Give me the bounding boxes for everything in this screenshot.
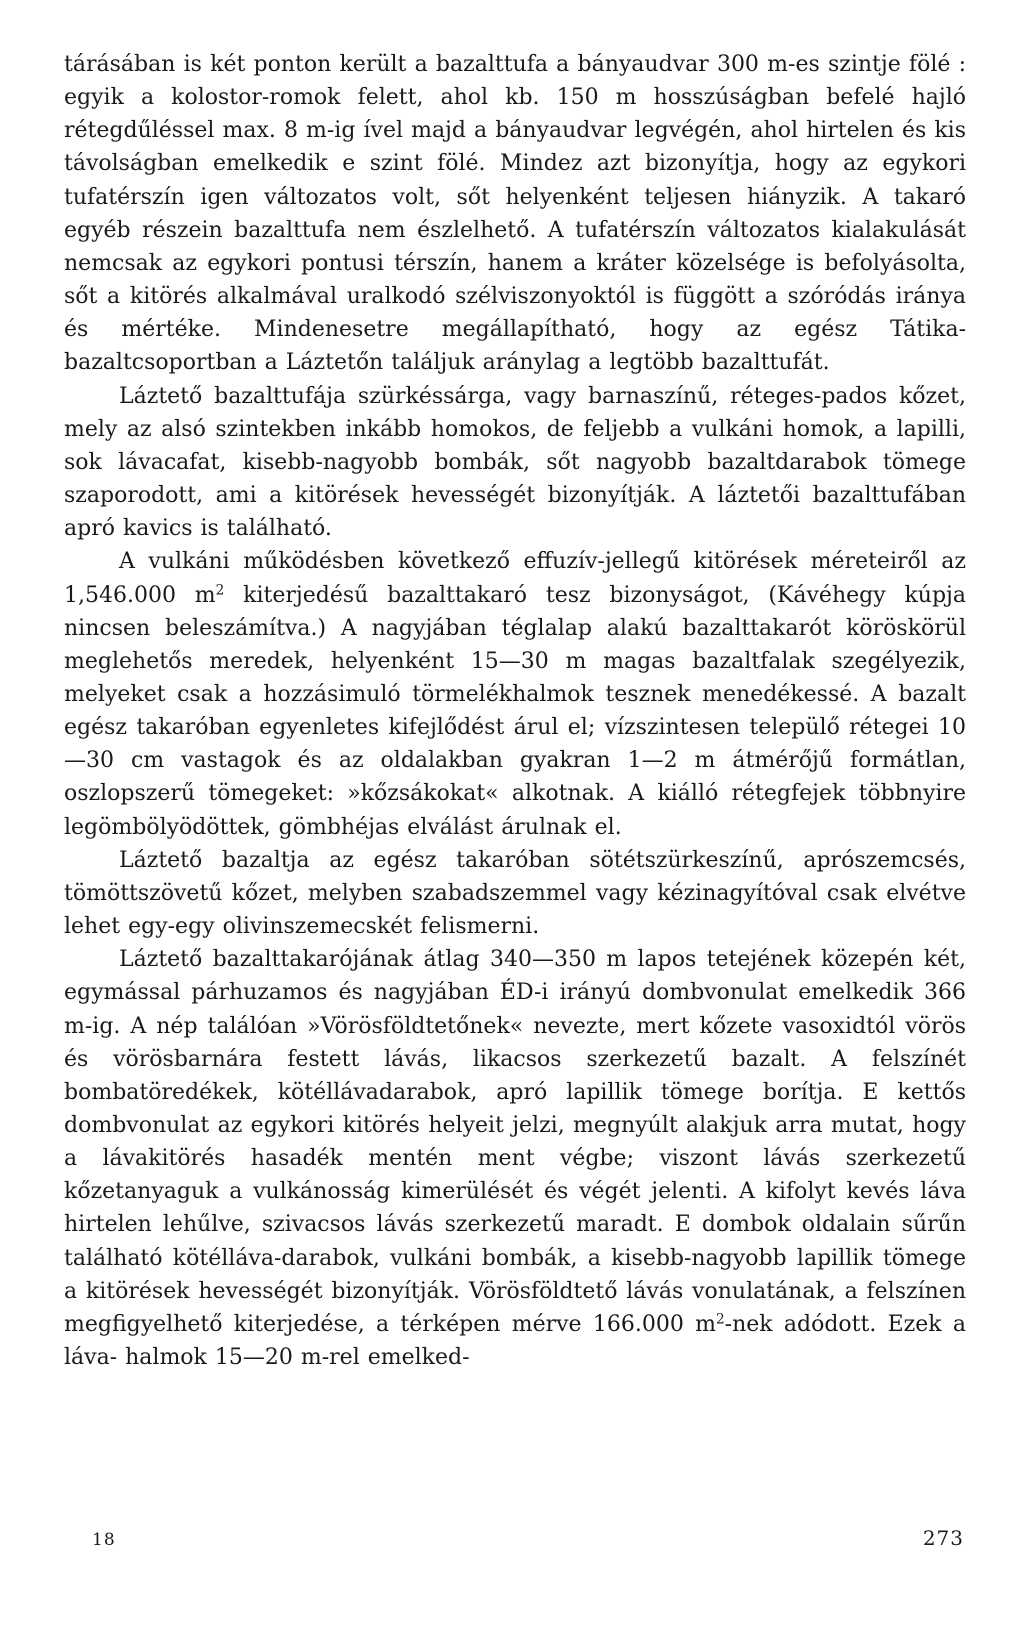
paragraph-3 [64,545,966,843]
paragraph-2: Láztető bazalttufája szürkéssárga, vagy barnaszínű, réteges-pados kőzet, mely az alsó szintekben inkább homokos, de feljebb a vulkáni homok, a lapilli, sok lávacafat, kisebb-nagyobb bombák, sőt nagyobb bazaltdarabok tömege szaporodott, ami a kitörések hevességét bizonyítják. A láztetői bazalttufában apró kavics is található. [64,383,966,542]
page-number: 273 [922,1526,964,1550]
superscript-2: 2 [215,582,225,598]
paragraph-5 [64,943,966,1374]
paragraph-5-part-1: Láztető bazalttakarójának átlag 340—350 m lapos tetejének közepén két, egymással párhuzamos és nagyjában ÉD-i irányú dombvonulat emelkedik 366 m-ig. A nép találóan »Vörösföldtetőnek« nevezte, mert kőzete vasoxidtól vörös és vörösbarnára festett lávás, likacsos szerkezetű bazalt. A felszínét bombatöredékek, kötéllávadarabok, apró lapillik tömege borítja. E kettős dombvonulat az egykori kitörés helyeit jelzi, megnyúlt alakjuk arra mutat, hogy a lávakitörés hasadék mentén ment végbe; viszont lávás szerkezetű kőzetanyaguk a vulkánosság kimerülését és végét jelenti. A kifolyt kevés láva hirtelen lehűlve, szivacsos lávás szerkezetű maradt. E dombok oldalain sűrűn található kötéllávа-darabok, vulkáni bombák, a kisebb-nagyobb lapillik tömege a kitörések hevességét bizonyítják. Vörösföldtető lávás vonulatának, a felszínen megfigyelhető kiterjedése, a térképen mérve 166.000 m [64,947,966,1337]
signature-mark: 18 [92,1530,116,1550]
paragraph-3-part-2: kiterjedésű bazalttakaró tesz bizonyságot, (Kávéhegy kúpja nincsen beleszámítva.) A nagyjában téglalap alakú bazalttakarót köröskörül meglehetős meredek, helyenként 15—30 m magas bazaltfalak szegélyezik, melyeket csak a hozzásimuló törmelékhalmok tesznek menedékessé. A bazalt egész takaróban egyenletes kifejlődést árul el; vízszintesen települő rétegei 10—30 cm vastagok és az oldalakban gyakran 1—2 m átmérőjű formátlan, oszlopszerű tömegeket: »kőzsákokat« alkotnak. A kiálló rétegfejek többnyire legömbölyödöttek, gömbhéjas elválást árulnak el. [64,582,966,840]
paragraph-3-part-1: A vulkáni működésben következő effuzív-jellegű kitörések méreteiről az 1,546.000 m [64,549,966,608]
superscript-2: 2 [715,1311,725,1328]
page-footer [0,1520,1024,1560]
paragraph-1: tárásában is két ponton került a bazalttufa a bányaudvar 300 m-es szintje fölé : egyik a kolostor-romok felett, ahol kb. 150 m hosszúságban befelé hajló rétegdűléssel max. 8 m-ig ível majd a bányaudvar legvégén, ahol hirtelen és kis távolságban emelkedik e szint fölé. Mindez azt bizonyítja, hogy az egykori tufatérszín igen változatos volt, sőt helyenként teljesen hiányzik. A takaró egyéb részein bazalttufa nem észlelhető. A tufatérszín változatos kialakulását nemcsak az egykori pontusi térszín, hanem a kráter közelsége is befolyásolta, sőt a kitörés alkalmával uralkodó szélviszonyoktól is függött a szóródás iránya és mértéke. Mindenesetre megállapítható, hogy az egész Tátika-bazaltcsoportban a Láztetőn találjuk aránylag a legtöbb bazalttufát. [64,52,966,376]
body-text [64,48,966,1374]
paragraph-5-part-2: -nek adódott. Ezek a láva- halmok 15—20 m-rel emelked- [64,1311,967,1371]
paragraph-4: Láztető bazaltja az egész takaróban sötétszürkeszínű, aprószemcsés, tömöttszövetű kőzet, melyben szabadszemmel vagy kézinagyítóval csak elvétve lehet egy-egy olivinszemecskét felismerni. [64,847,966,940]
